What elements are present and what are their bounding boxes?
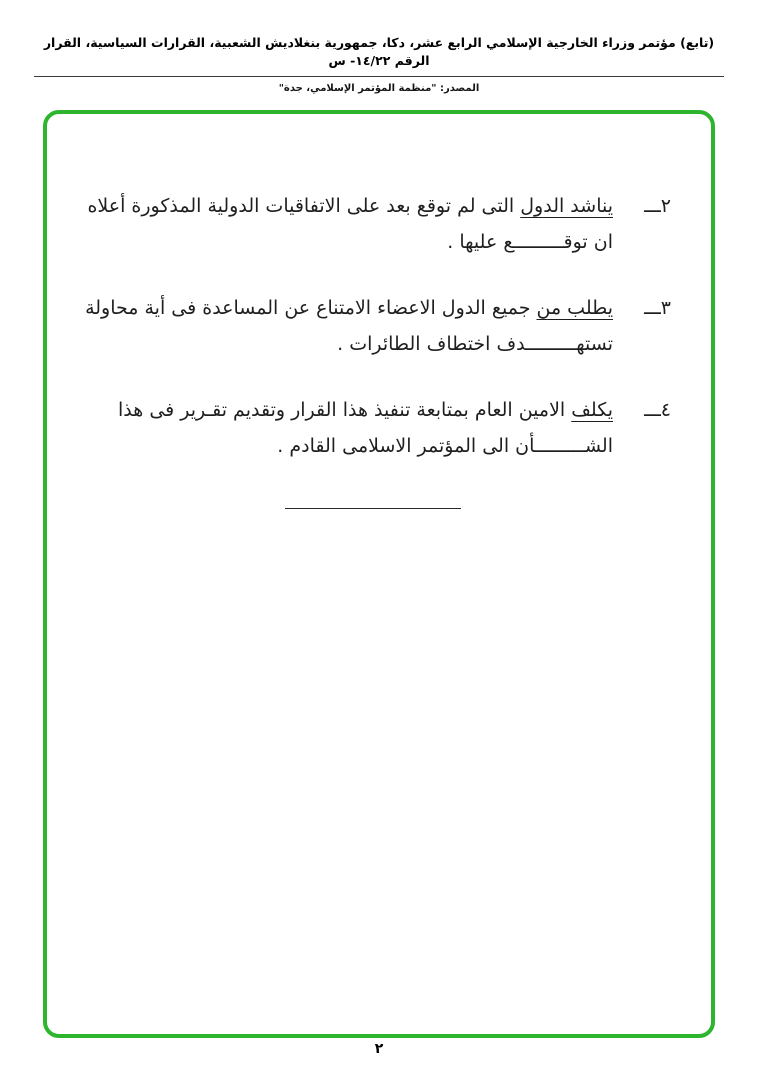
item-number: ٣ـــ bbox=[644, 297, 671, 319]
document-source: المصدر: "منظمة المؤتمر الإسلامي، جدة" bbox=[278, 83, 480, 94]
item-number: ٢ـــ bbox=[644, 195, 671, 217]
item-rest: التى لم توقع بعد على الاتفاقيات الدولية المذكورة أعلاه ان توقـــــــــع عليها . bbox=[87, 195, 613, 253]
item-lead-underlined: يناشد الدول bbox=[520, 195, 613, 217]
document-body bbox=[75, 188, 671, 509]
resolution-item bbox=[75, 392, 671, 464]
item-text bbox=[75, 290, 613, 362]
document-reference-title: (تابع) مؤتمر وزراء الخارجية الإسلامي الرابع عشر، دكا، جمهورية بنغلاديش الشعبية، القرارات السياسية، القرار الرقم ١٤/٢٢- س bbox=[43, 35, 715, 68]
item-lead-underlined: يطلب من bbox=[536, 297, 613, 319]
resolution-item bbox=[75, 290, 671, 362]
page-header bbox=[0, 34, 758, 94]
item-text bbox=[75, 392, 613, 464]
resolution-item bbox=[75, 188, 671, 260]
item-rest: الامين العام بمتابعة تنفيذ هذا القرار وتقديم تقـرير فى هذا الشـــــــــأن الى المؤتمر الاسلامى القادم . bbox=[118, 399, 613, 457]
item-lead-underlined: يكلف bbox=[571, 399, 613, 421]
header-divider bbox=[34, 76, 724, 77]
end-separator-line bbox=[285, 508, 461, 509]
item-text bbox=[75, 188, 613, 260]
item-rest: جميع الدول الاعضاء الامتناع عن المساعدة فى أية محاولة تستهـــــــــدف اختطاف الطائرات . bbox=[85, 297, 613, 355]
scanned-document-frame bbox=[43, 110, 715, 1038]
page-number: ٢ bbox=[374, 1041, 384, 1057]
item-number: ٤ـــ bbox=[644, 399, 671, 421]
